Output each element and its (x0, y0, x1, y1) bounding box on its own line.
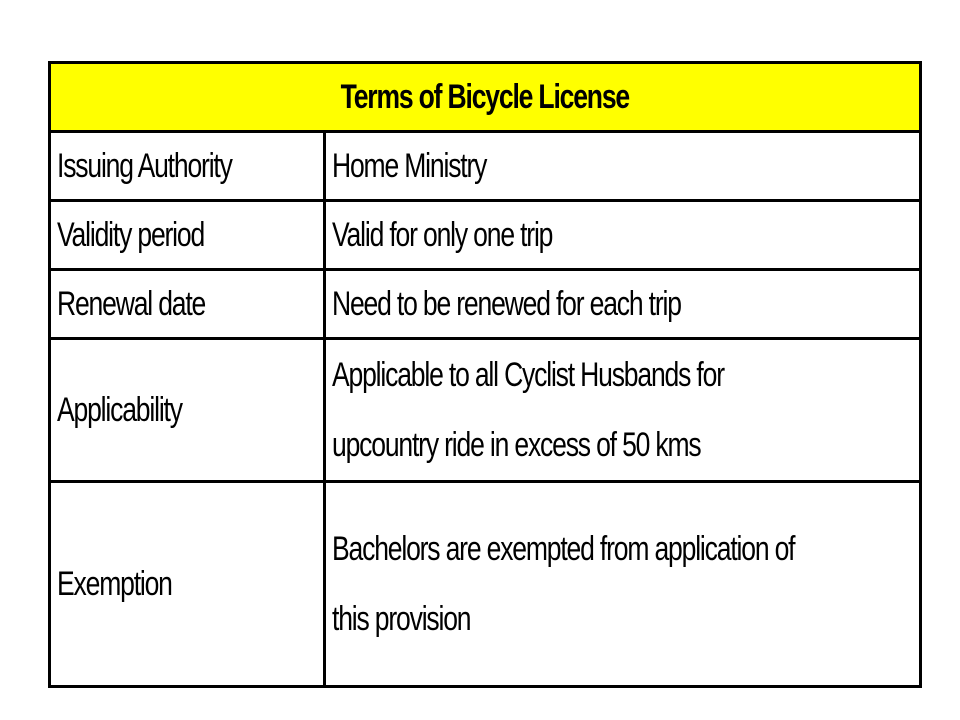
label-cell (50, 270, 325, 339)
value-cell (324, 132, 921, 201)
table-row-issuing-authority (50, 132, 921, 201)
table-row-exemption (50, 482, 921, 687)
terms-table (48, 61, 922, 688)
label-cell (50, 482, 325, 687)
table-header-row (50, 63, 921, 132)
table-row-applicability (50, 339, 921, 482)
value-cell (324, 201, 921, 270)
row-value-line-1: Applicable to all Cyclist Husbands for (331, 356, 724, 394)
row-value-line-2: upcountry ride in excess of 50 kms (331, 426, 701, 464)
value-cell (324, 270, 921, 339)
table-title-cell (50, 63, 921, 132)
row-label: Exemption (57, 565, 172, 603)
table-row-validity-period (50, 201, 921, 270)
row-value: Need to be renewed for each trip (331, 285, 681, 323)
table-row-renewal-date (50, 270, 921, 339)
label-cell (50, 132, 325, 201)
row-value-line-1: Bachelors are exempted from application of (331, 530, 794, 568)
label-cell (50, 339, 325, 482)
row-value: Home Ministry (331, 147, 486, 185)
row-label: Validity period (57, 216, 205, 254)
value-cell (324, 482, 921, 687)
table-title: Terms of Bicycle License (340, 78, 630, 116)
row-label: Issuing Authority (57, 147, 232, 185)
row-label: Renewal date (57, 285, 206, 323)
row-value: Valid for only one trip (331, 216, 552, 254)
label-cell (50, 201, 325, 270)
value-cell (324, 339, 921, 482)
row-value-line-2: this provision (331, 600, 470, 638)
row-label: Applicability (57, 391, 182, 429)
